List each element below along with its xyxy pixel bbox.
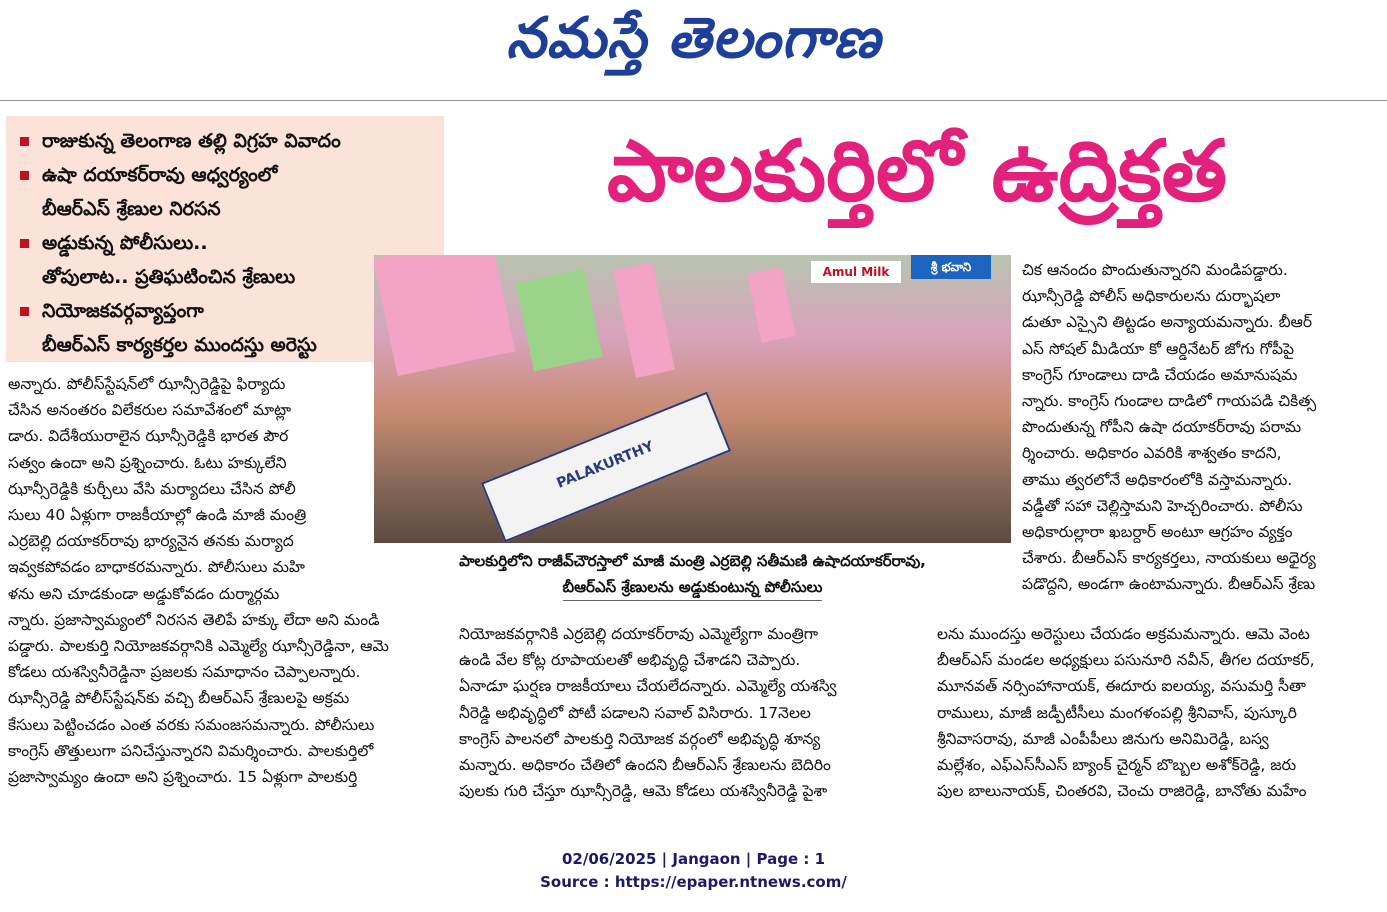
article-line: ళను అని చూడకుండా అడ్డుకోవడం దుర్మార్గమ bbox=[8, 584, 280, 603]
bullet-square-icon bbox=[20, 307, 29, 316]
shop-sign: Amul Milk bbox=[811, 261, 901, 283]
bullet-square-icon bbox=[20, 171, 29, 180]
news-photo bbox=[374, 255, 1011, 543]
article-line: కాంగ్రెస్‌ పాలనలో పాలకుర్తి నియోజక వర్గంలో అభివృద్ధి శూన్య bbox=[459, 729, 821, 748]
bullet-square-icon bbox=[20, 137, 29, 146]
article-line: రాములు, మాజీ జడ్పీటీసీలు మంగళంపల్లి శ్రీనివాస్‌, పుస్కూరి bbox=[937, 703, 1297, 722]
highlight-line bbox=[20, 124, 436, 158]
source-link: Source : https://epaper.ntnews.com/ bbox=[540, 873, 847, 891]
article-line: ఝాన్సీరెడ్డి పోలీస్‌ అధికారులను దుర్భాషలా bbox=[1022, 287, 1281, 306]
article-line: బీఆర్‌ఎస్‌ మండల అధ్యక్షులు పసునూరి నవీన్‌, తీగల దయాకర్‌, bbox=[937, 651, 1315, 670]
article-line: ర్శించారు. అధికారం ఎవరికి శాశ్వతం కాదని, bbox=[1022, 444, 1282, 463]
article-line: డారు. విదేశీయురాలైన ఝాన్సీరెడ్డికి భారత పౌర bbox=[8, 427, 289, 446]
article-line: ఝాన్సీరెడ్డికి కుర్చీలు వేసి మర్యాదలు చేసిన పోలీ bbox=[8, 479, 296, 498]
caption-line-1: పాలకుర్తిలోని రాజీవ్‌చౌరస్తాలో మాజీ మంత్రి ఎర్రబెల్లి సతీమణి ఉషాదయాకర్‌రావు, bbox=[459, 552, 926, 570]
article-column-right-bottom bbox=[937, 621, 1382, 804]
article-line: కాంగ్రెస్‌ తొత్తులుగా పనిచేస్తున్నారని విమర్శించారు. పాలకుర్తిలో bbox=[8, 741, 374, 760]
headline: పాలకుర్తిలో ఉద్రిక్తత bbox=[606, 122, 1228, 220]
article-column-right-top bbox=[1022, 257, 1382, 598]
page-footer bbox=[0, 848, 1387, 894]
article-line: అధికారుల్లారా ఖబర్దార్‌ అంటూ ఆగ్రహం వ్యక్తం bbox=[1022, 523, 1293, 542]
bullet-square-icon bbox=[20, 239, 29, 248]
highlight-text: తోపులాట.. ప్రతిఘటించిన శ్రేణులు bbox=[42, 266, 296, 288]
article-line: ఉండి వేల కోట్ల రూపాయలతో అభివృద్ధి చేశాడని చెప్పారు. bbox=[459, 651, 801, 670]
flag-shape bbox=[374, 255, 515, 376]
article-line: చేసిన అనంతరం విలేకరుల సమావేశంలో మాట్లా bbox=[8, 401, 292, 420]
article-line: కాంగ్రెస్‌ గూండాలు దాడి చేయడం అమానుషమ bbox=[1022, 365, 1298, 384]
article-line: చేశారు. బీఆర్‌ఎస్‌ కార్యకర్తలు, నాయకులు అధైర్య bbox=[1022, 549, 1316, 568]
article-line: సులు 40 ఏళ్లుగా రాజకీయాల్లో ఉండి మాజీ మంత్రి bbox=[8, 506, 307, 525]
article-line: డుతూ ఎస్సైని తిట్టడం అన్యాయమన్నారు. బీఆర్‌ bbox=[1022, 313, 1313, 332]
photo-caption bbox=[374, 548, 1011, 601]
article-line: పొందుతున్న గోపీని ఉషా దయాకర్‌రావు పరామ bbox=[1022, 418, 1302, 437]
article-line: నీరెడ్డి అభివృద్ధిలో పోటీ పడాలని సవాల్‌ విసిరారు. 17నెలల bbox=[459, 703, 811, 722]
flag-shape bbox=[747, 267, 796, 343]
highlight-text: రాజుకున్న తెలంగాణ తల్లి విగ్రహ వివాదం bbox=[42, 130, 341, 152]
article-line: ఎస్‌ సోషల్‌ మీడియా కో ఆర్డినేటర్‌ జోగు గోపీపై bbox=[1022, 339, 1295, 358]
article-column-middle bbox=[459, 621, 929, 804]
newspaper-title: నమస్తే తెలంగాణ bbox=[506, 6, 881, 71]
article-line: న్నారు. కాంగ్రెస్‌ గుండాల దాడిలో గాయపడి చికిత్స bbox=[1022, 392, 1317, 411]
shop-sign-2: శ్రీ భవాని bbox=[911, 255, 991, 279]
protest-banner: PALAKURTHY bbox=[481, 392, 731, 543]
article-line: పులకు గురి చేస్తూ ఝాన్సీరెడ్డి, ఆమె కోడలు యశస్వినీరెడ్డి పైశా bbox=[459, 782, 828, 801]
article-line: మన్నారు. అధికారం చేతిలో ఉందని బీఆర్‌ఎస్‌ శ్రేణులను బెదిరిం bbox=[459, 756, 831, 775]
highlight-line bbox=[20, 158, 436, 192]
masthead-divider bbox=[0, 100, 1387, 101]
flag-shape bbox=[613, 262, 675, 378]
article-line: మూనవత్‌ నర్సింహానాయక్‌, ఈదూరు ఐలయ్య, వసుమర్తి సీతా bbox=[937, 677, 1306, 696]
article-line: తాము త్వరలోనే అధికారంలోకి వస్తామన్నారు. bbox=[1022, 470, 1293, 489]
article-line: లను ముందస్తు అరెస్టులు చేయడం అక్రమమన్నారు. ఆమె వెంట bbox=[937, 625, 1310, 643]
article-line: పడ్డారు. పాలకుర్తి నియోజకవర్గానికి ఎమ్మెల్యే ఝాన్సీరెడ్డినా, ఆమె bbox=[8, 637, 389, 656]
article-line: చిక ఆనందం పొందుతున్నారని మండిపడ్డారు. bbox=[1022, 261, 1288, 279]
article-line: కేసులు పెట్టించడం ఎంత వరకు సమంజసమన్నారు. పోలీసులు bbox=[8, 715, 375, 734]
article-line: మల్లేశం, ఎఫ్‌ఎస్‌సీఎస్‌ బ్యాంక్‌ చైర్మన్‌ బొబ్బల అశోక్‌రెడ్డి, జరు bbox=[937, 756, 1297, 775]
article-line: ప్రజాస్వామ్యం ఉందా అని ప్రశ్నించారు. 15 ఏళ్లుగా పాలకుర్తి bbox=[8, 768, 358, 787]
article-line: శ్రీనివాసరావు, మాజీ ఎంపీపీలు జినుగు అనిమిరెడ్డి, బస్వ bbox=[937, 729, 1269, 748]
article-line: సత్వం ఉందా అని ప్రశ్నించారు. ఓటు హక్కులేని bbox=[8, 453, 287, 472]
article-line: అన్నారు. పోలీస్‌స్టేషన్‌లో ఝాన్సీరెడ్డిపై ఫిర్యాదు bbox=[8, 375, 286, 393]
article-line: కోడలు యశస్వినీరెడ్డినా ప్రజలకు సమాధానం చెప్పాలన్నారు. bbox=[8, 663, 361, 682]
masthead bbox=[0, 0, 1387, 98]
article-line: పుల బాలునాయక్‌, చింతరవి, చెంచు రాజిరెడ్డి, బానోతు మహేం bbox=[937, 782, 1307, 801]
article-line: ఏనాడూ ఘర్షణ రాజకీయాలు చేయలేదన్నారు. ఎమ్మెల్యే యశస్వి bbox=[459, 677, 837, 696]
article-line: ఎర్రబెల్లి దయాకర్‌రావు భార్యనైన తనకు మర్యాద bbox=[8, 532, 294, 551]
article-line: ఇవ్వకపోవడం బాధాకరమన్నారు. పోలీసులు మహి bbox=[8, 558, 305, 577]
article-line: ఝాన్సీరెడ్డి పోలీస్‌స్టేషన్‌కు వచ్చి బీఆర్‌ఎస్‌ శ్రేణులపై అక్రమ bbox=[8, 689, 350, 708]
highlight-text: ఉషా దయాకర్‌రావు ఆధ్వర్యంలో bbox=[42, 164, 278, 186]
article-line: పడొద్దని, అండగా ఉంటామన్నారు. బీఆర్‌ఎస్‌ శ్రేణు bbox=[1022, 575, 1316, 594]
article-line: న్నారు. ప్రజాస్వామ్యంలో నిరసన తెలిపే హక్కు లేదా అని మండి bbox=[8, 610, 380, 629]
highlight-text: బీఆర్‌ఎస్‌ శ్రేణుల నిరసన bbox=[42, 198, 221, 220]
flag-shape bbox=[515, 269, 602, 372]
highlight-text: అడ్డుకున్న పోలీసులు.. bbox=[42, 232, 208, 254]
article-column-left bbox=[8, 371, 440, 790]
highlight-line bbox=[20, 192, 436, 226]
article-line: నియోజకవర్గానికి ఎర్రబెల్లి దయాకర్‌రావు ఎమ్మెల్యేగా మంత్రిగా bbox=[459, 625, 818, 643]
article-line: వడ్డీతో సహా చెల్లిస్తామని హెచ్చరించారు. పోలీసు bbox=[1022, 496, 1303, 515]
highlight-text: బీఆర్‌ఎస్‌ కార్యకర్తల ముందస్తు అరెస్టు bbox=[42, 334, 317, 356]
edition-info: 02/06/2025 | Jangaon | Page : 1 bbox=[561, 850, 826, 868]
highlight-text: నియోజకవర్గవ్యాప్తంగా bbox=[42, 300, 204, 322]
caption-line-2: బీఆర్‌ఎస్‌ శ్రేణులను అడ్డుకుంటున్న పోలీసులు bbox=[563, 574, 823, 601]
